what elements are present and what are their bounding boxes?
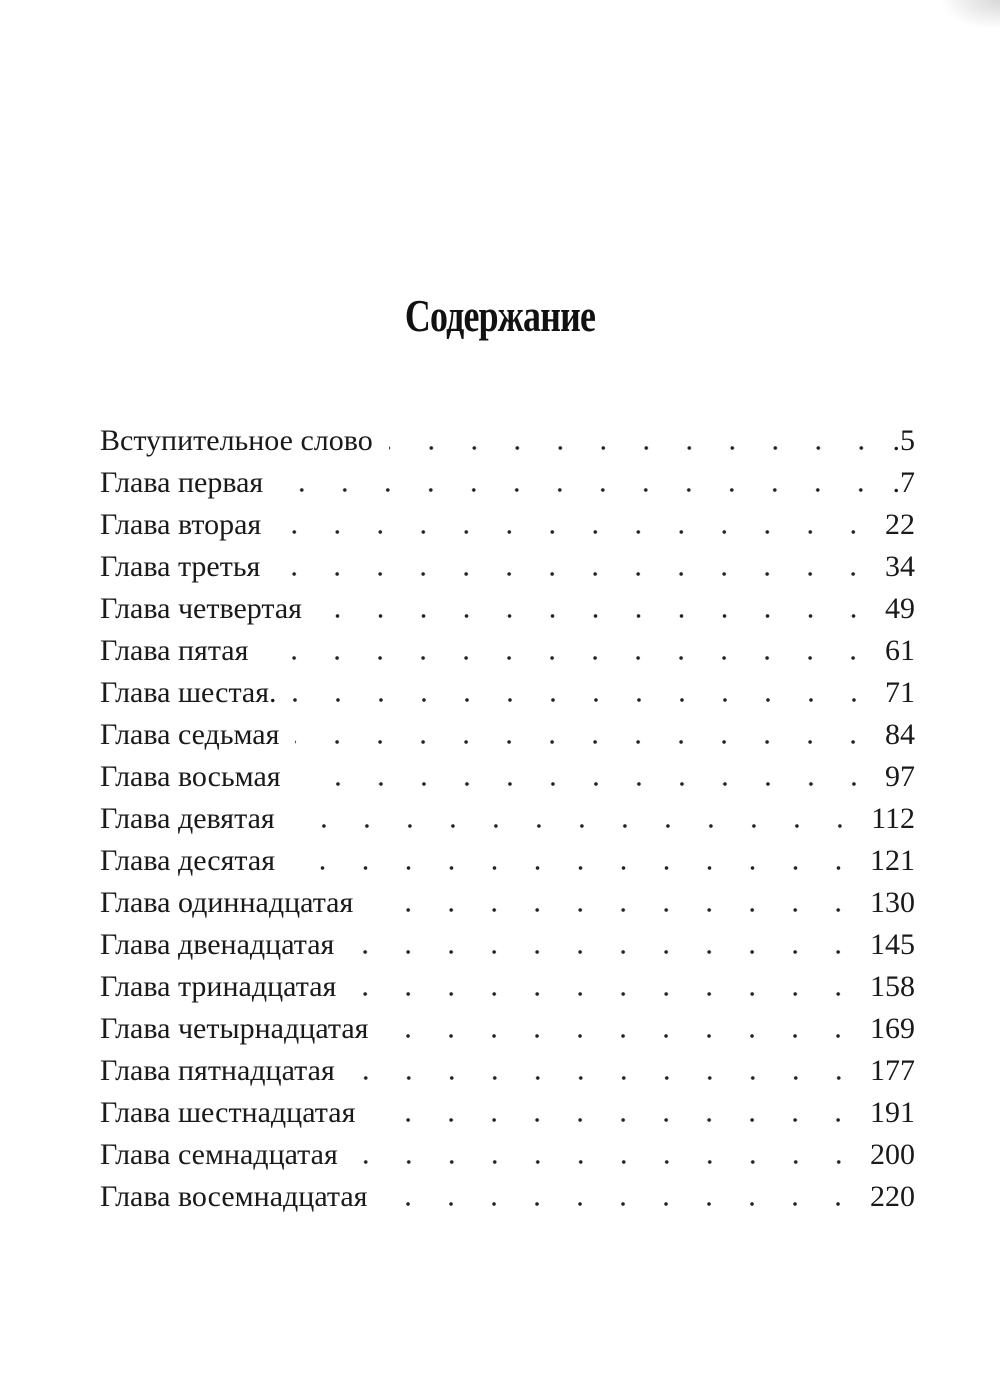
toc-entry[interactable] — [100, 672, 915, 714]
page-corner-shadow — [940, 0, 1000, 30]
toc-dot-leader — [264, 656, 875, 660]
toc-dot-leader — [354, 1160, 860, 1164]
toc-entry-label: Глава первая — [100, 466, 273, 500]
toc-entry-label: Глава седьмая — [100, 718, 289, 752]
toc-entry-label: Глава восьмая — [100, 760, 291, 794]
toc-dot-leader — [291, 866, 860, 870]
toc-entry[interactable] — [100, 714, 915, 756]
toc-entry[interactable] — [100, 504, 915, 546]
toc-dot-leader — [383, 1202, 860, 1206]
toc-entry-label: Глава тринадцатая — [100, 970, 346, 1004]
toc-entry-page-number: 130 — [866, 886, 915, 920]
toc-entry-label: Глава пятая — [100, 634, 258, 668]
toc-entry[interactable] — [100, 798, 915, 840]
toc-dot-leader — [318, 614, 875, 618]
toc-entry-page-number: 71 — [881, 676, 915, 710]
toc-entry-label: Глава одиннадцатая — [100, 886, 363, 920]
toc-entry-label: Глава третья — [100, 550, 270, 584]
toc-entry-page-number: 121 — [866, 844, 915, 878]
toc-entry-label: Глава семнадцатая — [100, 1138, 348, 1172]
toc-entry-page-number: 34 — [881, 550, 915, 584]
toc-entry-label: Глава вторая — [100, 508, 271, 542]
toc-entry-page-number: 84 — [881, 718, 915, 752]
toc-dot-leader — [279, 488, 882, 492]
toc-dot-leader — [295, 740, 875, 744]
toc-entry-label: Глава шестая. — [100, 676, 287, 710]
toc-entry[interactable] — [100, 1176, 915, 1218]
toc-entry[interactable] — [100, 1092, 915, 1134]
toc-dot-leader — [384, 1034, 860, 1038]
table-of-contents — [100, 420, 915, 1218]
toc-entry-page-number: .7 — [889, 466, 916, 500]
toc-entry-page-number: .5 — [889, 424, 916, 458]
toc-dot-leader — [277, 530, 875, 534]
toc-entry-page-number: 177 — [866, 1054, 915, 1088]
toc-entry-page-number: 49 — [881, 592, 915, 626]
page-title: Содержание — [404, 289, 596, 341]
toc-entry-label: Глава четырнадцатая — [100, 1012, 378, 1046]
toc-entry-page-number: 169 — [866, 1012, 915, 1046]
toc-dot-leader — [291, 824, 861, 828]
toc-entry[interactable] — [100, 630, 915, 672]
toc-entry-label: Глава восемнадцатая — [100, 1180, 377, 1214]
toc-entry[interactable] — [100, 420, 915, 462]
toc-entry-label: Глава двенадцатая — [100, 928, 344, 962]
toc-entry-label: Глава шестнадцатая — [100, 1096, 365, 1130]
toc-entry[interactable] — [100, 756, 915, 798]
toc-entry-label: Вступительное слово — [100, 424, 383, 458]
toc-entry-page-number: 191 — [866, 1096, 915, 1130]
toc-entry[interactable] — [100, 840, 915, 882]
toc-dot-leader — [297, 782, 875, 786]
toc-entry[interactable] — [100, 546, 915, 588]
toc-entry[interactable] — [100, 462, 915, 504]
toc-entry-page-number: 112 — [867, 802, 915, 836]
toc-entry[interactable] — [100, 924, 915, 966]
toc-dot-leader — [369, 908, 860, 912]
toc-entry-page-number: 158 — [866, 970, 915, 1004]
toc-entry[interactable] — [100, 882, 915, 924]
toc-dot-leader — [351, 1076, 860, 1080]
toc-entry-page-number: 145 — [866, 928, 915, 962]
toc-entry[interactable] — [100, 966, 915, 1008]
toc-entry[interactable] — [100, 1008, 915, 1050]
toc-entry-label: Глава десятая — [100, 844, 285, 878]
toc-entry[interactable] — [100, 588, 915, 630]
toc-entry-page-number: 97 — [881, 760, 915, 794]
toc-dot-leader — [293, 698, 875, 702]
toc-entry-page-number: 61 — [881, 634, 915, 668]
toc-entry-page-number: 220 — [866, 1180, 915, 1214]
toc-dot-leader — [350, 950, 860, 954]
toc-entry-label: Глава девятая — [100, 802, 285, 836]
toc-dot-leader — [371, 1118, 860, 1122]
toc-dot-leader — [352, 992, 860, 996]
toc-dot-leader — [276, 572, 875, 576]
toc-entry-label: Глава пятнадцатая — [100, 1054, 345, 1088]
toc-dot-leader — [389, 446, 883, 450]
toc-entry[interactable] — [100, 1050, 915, 1092]
toc-entry[interactable] — [100, 1134, 915, 1176]
toc-entry-page-number: 22 — [881, 508, 915, 542]
toc-entry-label: Глава четвертая — [100, 592, 312, 626]
toc-entry-page-number: 200 — [866, 1138, 915, 1172]
